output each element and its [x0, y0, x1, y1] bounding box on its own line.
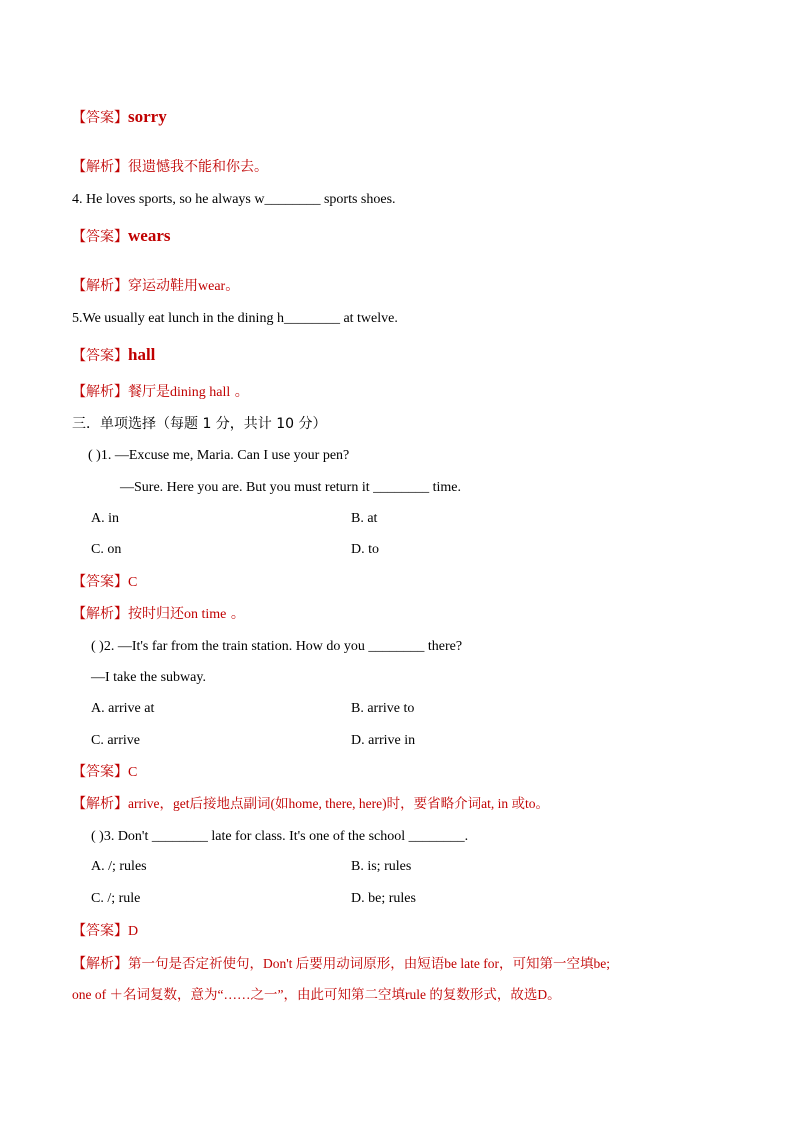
- answer-label: 【答案】: [72, 574, 128, 590]
- section-heading: 三．单项选择（每题 1 分，共计 10 分）: [72, 416, 327, 432]
- mc-question-2-reply: —I take the subway.: [91, 670, 206, 685]
- answer-value: hall: [128, 345, 156, 364]
- analysis-line-mc2: [72, 795, 549, 814]
- mc-question-1-reply: —Sure. Here you are. But you must return it ________ time.: [120, 480, 461, 495]
- option-d: D. to: [351, 542, 379, 557]
- analysis-text-continued: one of ＋名词复数，意为“……之一”，由此可知第二空填rule 的复数形式，故选D。: [72, 987, 561, 1002]
- analysis-line-5: [72, 383, 249, 402]
- analysis-end: 。: [225, 278, 240, 294]
- option-b: B. is; rules: [351, 859, 412, 874]
- answer-label: 【答案】: [72, 923, 128, 939]
- answer-value: sorry: [128, 107, 167, 126]
- analysis-text: 按时归还: [128, 606, 184, 622]
- analysis-label: 【解析】: [72, 796, 128, 812]
- answer-label: 【答案】: [72, 229, 128, 245]
- option-a: A. in: [91, 511, 119, 526]
- mc-question-1: ( )1. —Excuse me, Maria. Can I use your pen?: [88, 448, 350, 463]
- answer-line-1: [72, 108, 167, 128]
- answer-line-5: [72, 346, 155, 366]
- analysis-term: wear: [198, 279, 226, 294]
- mc-question-2: ( )2. —It's far from the train station. How do you ________ there?: [91, 639, 463, 654]
- question-5: 5.We usually eat lunch in the dining h________ at twelve.: [72, 311, 398, 326]
- analysis-text: arrive，get后接地点副词(如home, there, here)时，要省略介词at, in 或to。: [128, 796, 550, 811]
- question-4: 4. He loves sports, so he always w________ sports shoes.: [72, 192, 396, 207]
- analysis-label: 【解析】: [72, 606, 128, 622]
- analysis-text: 很遗憾我不能和你去。: [128, 159, 268, 175]
- option-c: C. arrive: [91, 733, 140, 748]
- analysis-label: 【解析】: [72, 956, 128, 972]
- answer-line-mc3: [72, 922, 138, 941]
- answer-label: 【答案】: [72, 110, 128, 126]
- option-a: A. arrive at: [91, 701, 155, 716]
- option-b: B. at: [351, 511, 378, 526]
- analysis-end: 。: [230, 384, 249, 400]
- answer-value: C: [128, 575, 138, 590]
- analysis-text: 穿运动鞋用: [128, 278, 198, 294]
- analysis-text: 第一句是否定祈使句，Don't 后要用动词原形，由短语be late for，可知第一空填be;: [128, 956, 611, 971]
- analysis-label: 【解析】: [72, 278, 128, 294]
- option-d: D. be; rules: [351, 891, 416, 906]
- analysis-term: dining hall: [170, 385, 231, 400]
- analysis-end: 。: [226, 606, 245, 622]
- analysis-term: on time: [184, 607, 227, 622]
- answer-line-4: [72, 227, 170, 247]
- analysis-line-mc3: [72, 955, 610, 974]
- option-c: C. on: [91, 542, 122, 557]
- option-c: C. /; rule: [91, 891, 141, 906]
- answer-value: D: [128, 924, 139, 939]
- answer-value: C: [128, 765, 138, 780]
- answer-value: wears: [128, 226, 171, 245]
- answer-line-mc2: [72, 763, 137, 782]
- analysis-line-1: [72, 158, 268, 177]
- mc-question-3: ( )3. Don't ________ late for class. It's one of the school ________.: [91, 829, 469, 844]
- option-b: B. arrive to: [351, 701, 415, 716]
- answer-label: 【答案】: [72, 348, 128, 364]
- option-a: A. /; rules: [91, 859, 147, 874]
- analysis-text: 餐厅是: [128, 384, 170, 400]
- analysis-line-mc1: [72, 605, 245, 624]
- answer-label: 【答案】: [72, 764, 128, 780]
- analysis-line-4: [72, 277, 239, 296]
- analysis-label: 【解析】: [72, 384, 128, 400]
- option-d: D. arrive in: [351, 733, 416, 748]
- answer-line-mc1: [72, 573, 137, 592]
- analysis-label: 【解析】: [72, 159, 128, 175]
